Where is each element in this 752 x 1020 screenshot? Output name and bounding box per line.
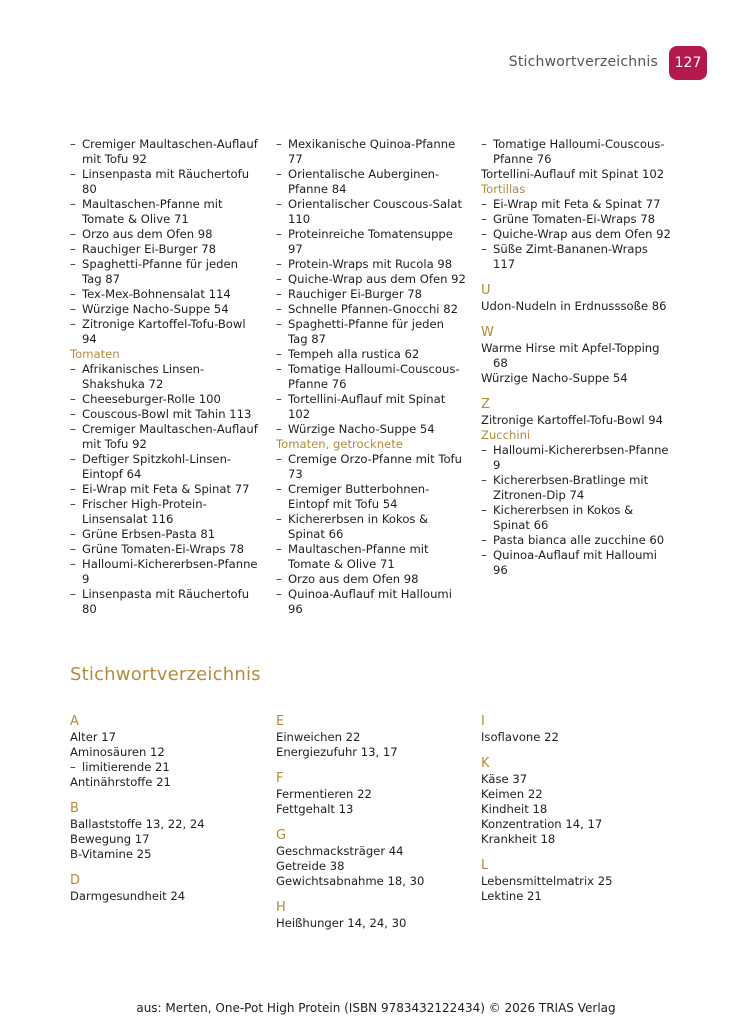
index-entry: Keimen 22 xyxy=(481,787,543,801)
index-letter-heading: W xyxy=(481,325,494,340)
index-subentry: – Maultaschen-Pfanne mit Tomate & Olive 71 xyxy=(276,542,466,572)
index-letter-heading: F xyxy=(276,771,284,786)
index-subentry: – Rauchiger Ei-Burger 78 xyxy=(70,242,260,257)
index-entry: Würzige Nacho-Suppe 54 xyxy=(481,371,628,385)
footer-credit: aus: Merten, One-Pot High Protein (ISBN 9783432122434) © 2026 TRIAS Verlag xyxy=(136,1001,616,1015)
index-subentry: – Tempeh alla rustica 62 xyxy=(276,347,466,362)
index-subentry: – Halloumi-Kichererbsen-Pfanne 9 xyxy=(70,557,260,587)
index-entry: Konzentration 14, 17 xyxy=(481,817,603,831)
index-entry: Warme Hirse mit Apfel-Topping 68 xyxy=(481,341,660,370)
index-letter-heading: I xyxy=(481,714,485,729)
index-subentry: – Pasta bianca alle zucchine 60 xyxy=(481,533,671,548)
index-subentry: – Tortellini-Auflauf mit Spinat 102 xyxy=(276,392,466,422)
index-letter-heading: D xyxy=(70,873,81,888)
index-entry: Energiezufuhr 13, 17 xyxy=(276,745,398,759)
index-subentry: – Orientalische Auberginen-Pfanne 84 xyxy=(276,167,466,197)
index-entry: Antinährstoffe 21 xyxy=(70,775,171,789)
index-subentry: – Linsenpasta mit Räuchertofu 80 xyxy=(70,587,260,617)
lower-index-column-2 xyxy=(276,713,466,931)
index-entry: B-Vitamine 25 xyxy=(70,847,152,861)
index-subentry: – Cremiger Maultaschen-Auflauf mit Tofu 92 xyxy=(70,137,260,167)
index-entry: Gewichtsabnahme 18, 30 xyxy=(276,874,425,888)
index-letter-heading: G xyxy=(276,828,287,843)
index-subentry: – Orzo aus dem Ofen 98 xyxy=(70,227,260,242)
index-letter-heading: B xyxy=(70,801,79,816)
index-subentry: – Halloumi-Kichererbsen-Pfanne 9 xyxy=(481,443,671,473)
index-subentry: – Grüne Tomaten-Ei-Wraps 78 xyxy=(70,542,260,557)
index-entry: Kindheit 18 xyxy=(481,802,548,816)
header-title: Stichwortverzeichnis xyxy=(508,54,658,70)
index-subentry: – Spaghetti-Pfanne für jeden Tag 87 xyxy=(70,257,260,287)
index-subentry: – Deftiger Spitzkohl-Linsen-Eintopf 64 xyxy=(70,452,260,482)
index-subentry: – Spaghetti-Pfanne für jeden Tag 87 xyxy=(276,317,466,347)
index-subentry: – Quinoa-Auflauf mit Halloumi 96 xyxy=(481,548,671,578)
upper-index-column-2 xyxy=(276,137,466,617)
index-keyword-heading: Tortillas xyxy=(481,182,526,196)
index-subentry: – Ei-Wrap mit Feta & Spinat 77 xyxy=(481,197,671,212)
page-number-badge: 127 xyxy=(669,46,707,80)
index-entry: Fermentieren 22 xyxy=(276,787,372,801)
index-subentry: – Protein-Wraps mit Rucola 98 xyxy=(276,257,466,272)
index-subentry: – Grüne Erbsen-Pasta 81 xyxy=(70,527,260,542)
index-subentry: – Proteinreiche Tomatensuppe 97 xyxy=(276,227,466,257)
index-subentry: – Würzige Nacho-Suppe 54 xyxy=(276,422,466,437)
lower-index-column-1 xyxy=(70,713,260,904)
upper-index-column-1 xyxy=(70,137,260,617)
index-subentry: – Cheeseburger-Rolle 100 xyxy=(70,392,260,407)
index-entry: Ballaststoffe 13, 22, 24 xyxy=(70,817,205,831)
index-letter-heading: Z xyxy=(481,397,490,412)
index-entry: Krankheit 18 xyxy=(481,832,556,846)
index-entry: Zitronige Kartoffel-Tofu-Bowl 94 xyxy=(481,413,664,427)
index-subentry: – Mexikanische Quinoa-Pfanne 77 xyxy=(276,137,466,167)
index-subentry: – Kichererbsen-Bratlinge mit Zitronen-Dip 74 xyxy=(481,473,671,503)
index-subentry: – Kichererbsen in Kokos & Spinat 66 xyxy=(276,512,466,542)
index-entry: Geschmacksträger 44 xyxy=(276,844,404,858)
index-entry: Fettgehalt 13 xyxy=(276,802,354,816)
index-entry: Getreide 38 xyxy=(276,859,345,873)
index-entry: Einweichen 22 xyxy=(276,730,361,744)
index-subentry: – Orzo aus dem Ofen 98 xyxy=(276,572,466,587)
index-keyword-heading: Tomaten, getrocknete xyxy=(276,437,403,451)
index-subentry: – Grüne Tomaten-Ei-Wraps 78 xyxy=(481,212,671,227)
section-title: Stichwortverzeichnis xyxy=(70,664,261,685)
index-keyword-heading: Tomaten xyxy=(70,347,120,361)
index-entry: Aminosäuren 12 xyxy=(70,745,165,759)
index-subentry: – Schnelle Pfannen-Gnocchi 82 xyxy=(276,302,466,317)
index-subentry: – limitierende 21 xyxy=(70,760,260,775)
index-subentry: – Tex-Mex-Bohnensalat 114 xyxy=(70,287,260,302)
index-subentry: – Cremiger Butterbohnen-Eintopf mit Tofu 54 xyxy=(276,482,466,512)
index-letter-heading: A xyxy=(70,714,79,729)
index-subentry: – Quiche-Wrap aus dem Ofen 92 xyxy=(481,227,671,242)
index-subentry: – Zitronige Kartoffel-Tofu-Bowl 94 xyxy=(70,317,260,347)
index-letter-heading: L xyxy=(481,858,489,873)
index-subentry: – Maultaschen-Pfanne mit Tomate & Olive 71 xyxy=(70,197,260,227)
index-subentry: – Quiche-Wrap aus dem Ofen 92 xyxy=(276,272,466,287)
upper-index-column-3 xyxy=(481,137,671,578)
index-subentry: – Kichererbsen in Kokos & Spinat 66 xyxy=(481,503,671,533)
index-letter-heading: H xyxy=(276,900,286,915)
index-subentry: – Tomatige Halloumi-Couscous-Pfanne 76 xyxy=(481,137,671,167)
index-subentry: – Ei-Wrap mit Feta & Spinat 77 xyxy=(70,482,260,497)
index-subentry: – Orientalischer Couscous-Salat 110 xyxy=(276,197,466,227)
index-entry: Darmgesundheit 24 xyxy=(70,889,186,903)
index-subentry: – Süße Zimt-Bananen-Wraps 117 xyxy=(481,242,671,272)
index-entry: Isoflavone 22 xyxy=(481,730,559,744)
index-keyword-heading: Zucchini xyxy=(481,428,531,442)
index-subentry: – Couscous-Bowl mit Tahin 113 xyxy=(70,407,260,422)
index-letter-heading: E xyxy=(276,714,285,729)
index-subentry: – Frischer High-Protein-Linsensalat 116 xyxy=(70,497,260,527)
index-subentry: – Tomatige Halloumi-Couscous-Pfanne 76 xyxy=(276,362,466,392)
index-subentry: – Würzige Nacho-Suppe 54 xyxy=(70,302,260,317)
lower-index-column-3 xyxy=(481,713,671,904)
index-entry: Bewegung 17 xyxy=(70,832,150,846)
index-subentry: – Afrikanisches Linsen-Shakshuka 72 xyxy=(70,362,260,392)
index-entry: Heißhunger 14, 24, 30 xyxy=(276,916,407,930)
index-subentry: – Cremige Orzo-Pfanne mit Tofu 73 xyxy=(276,452,466,482)
index-entry: Lebensmittelmatrix 25 xyxy=(481,874,613,888)
index-entry: Käse 37 xyxy=(481,772,528,786)
index-subentry: – Quinoa-Auflauf mit Halloumi 96 xyxy=(276,587,466,617)
index-entry: Tortellini-Auflauf mit Spinat 102 xyxy=(481,167,665,181)
index-entry: Lektine 21 xyxy=(481,889,542,903)
index-subentry: – Linsenpasta mit Räuchertofu 80 xyxy=(70,167,260,197)
index-subentry: – Rauchiger Ei-Burger 78 xyxy=(276,287,466,302)
index-subentry: – Cremiger Maultaschen-Auflauf mit Tofu 92 xyxy=(70,422,260,452)
index-letter-heading: U xyxy=(481,283,491,298)
index-entry: Udon-Nudeln in Erdnusssoße 86 xyxy=(481,299,667,313)
index-entry: Alter 17 xyxy=(70,730,117,744)
index-letter-heading: K xyxy=(481,756,490,771)
